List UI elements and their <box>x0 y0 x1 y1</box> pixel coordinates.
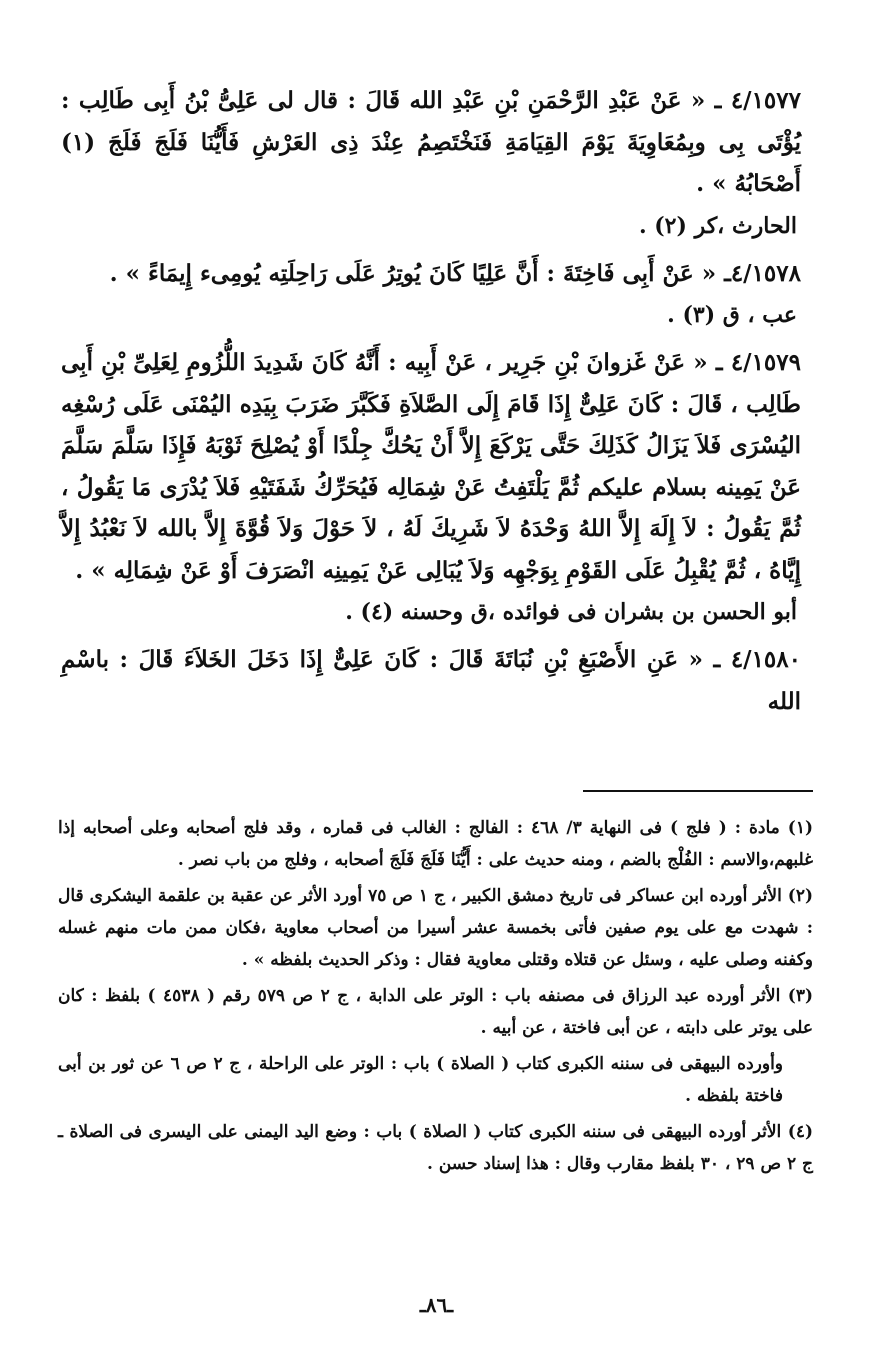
main-text <box>61 80 801 722</box>
footnote-3: (٣) الأثر أورده عبد الرزاق فى مصنفه باب : الوتر على الدابة ، ج ٢ ص ٥٧٩ رقم ( ٤٥٣٨ ) بلفظ : كان على يوتر على دابته ، عن أبى فاختة ، عن أبيه . <box>58 986 813 1038</box>
hadith-1577: ٤/١٥٧٧ ـ « عَنْ عَبْدِ الرَّحْمَنِ بْنِ عَبْدِ الله قَالَ : قال لى عَلِىُّ بْنُ أَبِى طَالِب : يُؤْتَى بِى وبِمُعَاوِيَةَ يَوْمَ القِيَامَةِ فَنَخْتَصِمُ عِنْدَ ذِى العَرْشِ فَأَيُّنَا فَلَجَ فَلَجَ (١) أَصْحَابُهُ » . <box>61 87 801 197</box>
hadith-1579-source: أبو الحسن بن بشران فى فوائده ،ق وحسنه (٤) . <box>345 599 797 625</box>
hadith-1578: ٤/١٥٧٨ـ « عَنْ أَبِى فَاخِتَةَ : أَنَّ عَلِيًا كَانَ يُوتِرُ عَلَى رَاحِلَتِه يُومِىء إِيمَاءً » . <box>109 259 801 287</box>
footnote-3-continued: وأورده البيهقى فى سننه الكبرى كتاب ( الصلاة ) باب : الوتر على الراحلة ، ج ٢ ص ٦ عن ثور بن أبى فاختة بلفظه . <box>58 1054 783 1106</box>
footnote-2: (٢) الأثر أورده ابن عساكر فى تاريخ دمشق الكبير ، ج ١ ص ٧٥ أورد الأثر عن عقبة بن علقمة اليشكرى قال : شهدت مع على يوم صفين فأتى بخمسة عشر أسيرا من أصحاب معاوية ،فكان ممن مات منهم غسله وكفنه وصلى عليه ، وسئل عن قتلاه وقتلى معاوية فقال : وذكر الحديث بلفظه » . <box>58 886 814 970</box>
hadith-1577-source: الحارث ،كر (٢) . <box>638 212 797 239</box>
footnotes <box>58 812 813 1184</box>
hadith-1580: ٤/١٥٨٠ ـ « عَنِ الأَصْبَغِ بْنِ نُبَاتَةَ قَالَ : كَانَ عَلِىٌّ إِذَا دَخَلَ الخَلاَءَ قَالَ : باسْمِ الله <box>61 646 801 715</box>
footnote-1: (١) مادة : ( فلج ) فى النهاية ٣/ ٤٦٨ : الفالج : الغالب فى قماره ، وقد فلج أصحابه وعلى أصحابه إذا غلبهم،والاسم : الفُلْج بالضم ، ومنه حديث على : أَيُّنَا فَلَجَ فَلَجَ أصحابه ، وفلج من باب نصر . <box>58 818 814 870</box>
hadith-1579: ٤/١٥٧٩ ـ « عَنْ غَزوانَ بْنِ جَرِير ، عَنْ أَبِيه : أَنَّهُ كَانَ شَدِيدَ اللُّزُومِ لِعَلِىِّ بْنِ أَبِى طَالِب ، قَالَ : كَانَ عَلِىٌّ إِذَا قَامَ إِلَى الصَّلاَةِ فَكَبَّرَ ضَرَبَ بِيَدِه اليُمْنَى عَلَى رُسْغِه اليُسْرَى فَلاَ يَزَالُ كَذَلِكَ حَتَّى يَرْكَعَ إِلاَّ أَنْ يَحُكَّ جِلْدًا أَوْ يُصْلِحَ ثَوْبَهُ فَإِذَا سَلَّمَ سَلَّمَ عَنْ يَمِينه بسلام عليكم ثُمَّ يَلْتَفِتُ عَنْ شِمَالِه فَيُحَرِّكُ شَفَتَيْهِ فَلاَ يُدْرَى مَا يَقُولُ ، ثُمَّ يَقُولُ : لاَ إِلَهَ إِلاَّ اللهُ وَحْدَهُ لاَ شَرِيكَ لَهُ ، لاَ حَوْلَ وَلاَ قُوَّةَ إِلاَّ بالله لاَ نَعْبُدُ إِلاَّ إِيَّاهُ ، ثُمَّ يُقْبِلُ عَلَى القَوْمِ بِوَجْهِه وَلاَ يُبَالِى عَنْ يَمِينِه انْصَرَفَ أَوْ عَنْ شِمَالِه » . <box>61 349 802 584</box>
hadith-1578-source: عب ، ق (٣) . <box>667 302 797 328</box>
footnote-divider <box>583 790 813 792</box>
footnote-4: (٤) الأثر أورده البيهقى فى سننه الكبرى كتاب ( الصلاة ) باب : وضع اليد اليمنى على اليسرى فى الصلاة ـ ج ٢ ص ٢٩ ، ٣٠ بلفظ مقارب وقال : هذا إسناد حسن . <box>58 1122 813 1174</box>
page-number: ـ٨٦ـ <box>419 1293 454 1317</box>
